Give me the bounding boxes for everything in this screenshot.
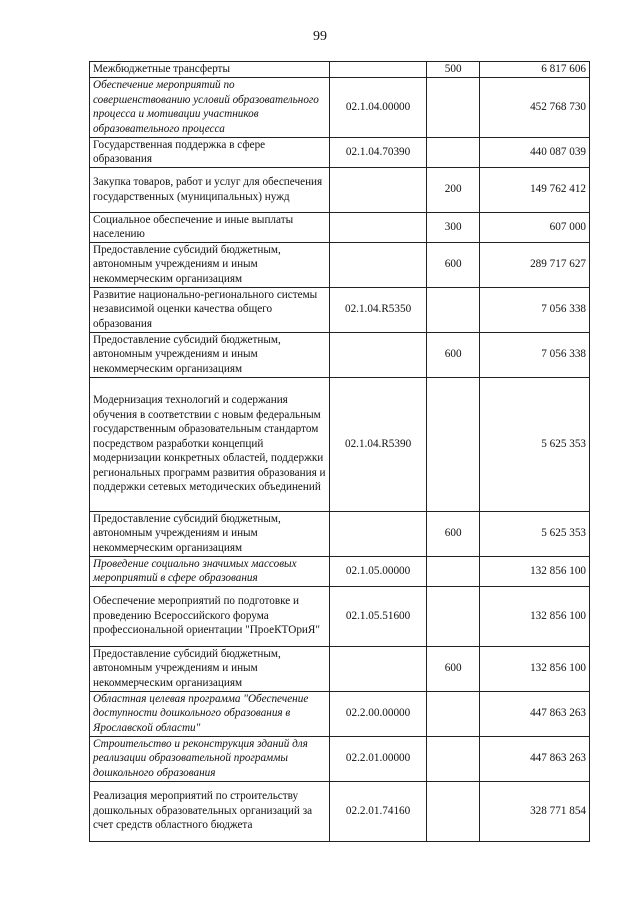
row-name: Проведение социально значимых массовых мероприятий в сфере образования bbox=[90, 556, 330, 586]
row-amount: 447 863 263 bbox=[479, 736, 589, 781]
row-amount: 5 625 353 bbox=[479, 511, 589, 556]
row-code bbox=[329, 646, 427, 691]
table-row bbox=[90, 377, 590, 511]
row-name: Предоставление субсидий бюджетным, автономным учреждениям и иным некоммерческим организациям bbox=[90, 646, 330, 691]
table-row bbox=[90, 556, 590, 586]
row-code bbox=[329, 62, 427, 78]
row-code: 02.1.04.00000 bbox=[329, 77, 427, 137]
row-code: 02.2.01.74160 bbox=[329, 781, 427, 841]
page-number: 99 bbox=[313, 29, 327, 44]
table-row bbox=[90, 332, 590, 377]
row-code bbox=[329, 332, 427, 377]
row-amount: 607 000 bbox=[479, 212, 589, 242]
table-row bbox=[90, 62, 590, 78]
row-expense-type: 600 bbox=[427, 511, 479, 556]
row-expense-type: 300 bbox=[427, 212, 479, 242]
row-amount: 5 625 353 bbox=[479, 377, 589, 511]
row-code bbox=[329, 212, 427, 242]
row-expense-type bbox=[427, 77, 479, 137]
row-name: Государственная поддержка в сфере образования bbox=[90, 137, 330, 167]
row-code: 02.1.05.00000 bbox=[329, 556, 427, 586]
row-name: Социальное обеспечение и иные выплаты населению bbox=[90, 212, 330, 242]
row-amount: 132 856 100 bbox=[479, 646, 589, 691]
row-name: Предоставление субсидий бюджетным, автономным учреждениям и иным некоммерческим организациям bbox=[90, 511, 330, 556]
row-expense-type bbox=[427, 781, 479, 841]
row-name: Реализация мероприятий по строительству дошкольных образовательных организаций за счет средств областного бюджета bbox=[90, 781, 330, 841]
row-amount: 132 856 100 bbox=[479, 556, 589, 586]
row-expense-type: 600 bbox=[427, 646, 479, 691]
table-row bbox=[90, 212, 590, 242]
row-code: 02.1.04.R5350 bbox=[329, 287, 427, 332]
row-amount: 440 087 039 bbox=[479, 137, 589, 167]
table-row bbox=[90, 586, 590, 646]
table-row bbox=[90, 781, 590, 841]
row-expense-type: 600 bbox=[427, 242, 479, 287]
row-amount: 328 771 854 bbox=[479, 781, 589, 841]
row-name: Развитие национально-регионального системы независимой оценки качества общего образования bbox=[90, 287, 330, 332]
row-name: Межбюджетные трансферты bbox=[90, 62, 330, 78]
row-expense-type bbox=[427, 137, 479, 167]
row-code bbox=[329, 167, 427, 212]
row-expense-type bbox=[427, 736, 479, 781]
row-expense-type: 200 bbox=[427, 167, 479, 212]
row-code: 02.1.05.51600 bbox=[329, 586, 427, 646]
row-name: Областная целевая программа "Обеспечение доступности дошкольного образования в Ярославской области" bbox=[90, 691, 330, 736]
row-amount: 452 768 730 bbox=[479, 77, 589, 137]
row-amount: 6 817 606 bbox=[479, 62, 589, 78]
row-amount: 447 863 263 bbox=[479, 691, 589, 736]
row-amount: 7 056 338 bbox=[479, 287, 589, 332]
table-row bbox=[90, 77, 590, 137]
table-row bbox=[90, 167, 590, 212]
table-row bbox=[90, 691, 590, 736]
row-code bbox=[329, 511, 427, 556]
table-row bbox=[90, 511, 590, 556]
row-expense-type: 500 bbox=[427, 62, 479, 78]
row-code: 02.1.04.R5390 bbox=[329, 377, 427, 511]
row-code: 02.1.04.70390 bbox=[329, 137, 427, 167]
row-amount: 289 717 627 bbox=[479, 242, 589, 287]
row-amount: 7 056 338 bbox=[479, 332, 589, 377]
row-name: Предоставление субсидий бюджетным, автономным учреждениям и иным некоммерческим организациям bbox=[90, 332, 330, 377]
table-row bbox=[90, 137, 590, 167]
table-row bbox=[90, 287, 590, 332]
row-expense-type bbox=[427, 586, 479, 646]
row-code: 02.2.00.00000 bbox=[329, 691, 427, 736]
row-code: 02.2.01.00000 bbox=[329, 736, 427, 781]
table-row bbox=[90, 646, 590, 691]
row-expense-type bbox=[427, 377, 479, 511]
table-row bbox=[90, 242, 590, 287]
row-name: Закупка товаров, работ и услуг для обеспечения государственных (муниципальных) нужд bbox=[90, 167, 330, 212]
row-name: Обеспечение мероприятий по совершенствованию условий образовательного процесса и мотивации участников образовательного процесса bbox=[90, 77, 330, 137]
row-code bbox=[329, 242, 427, 287]
row-name: Модернизация технологий и содержания обучения в соответствии с новым федеральным государственным образовательным стандартом посредством разработки концепций модернизации конкретных областей, поддержки региональных программ развития образования и поддержки сетевых методических объединений bbox=[90, 377, 330, 511]
row-name: Предоставление субсидий бюджетным, автономным учреждениям и иным некоммерческим организациям bbox=[90, 242, 330, 287]
table-row bbox=[90, 736, 590, 781]
row-expense-type: 600 bbox=[427, 332, 479, 377]
row-amount: 132 856 100 bbox=[479, 586, 589, 646]
row-name: Обеспечение мероприятий по подготовке и проведению Всероссийского форума профессиональной ориентации "ПроеКТОриЯ" bbox=[90, 586, 330, 646]
row-amount: 149 762 412 bbox=[479, 167, 589, 212]
row-expense-type bbox=[427, 287, 479, 332]
row-expense-type bbox=[427, 691, 479, 736]
budget-table bbox=[89, 61, 590, 842]
row-name: Строительство и реконструкция зданий для реализации образовательной программы дошкольного образования bbox=[90, 736, 330, 781]
row-expense-type bbox=[427, 556, 479, 586]
